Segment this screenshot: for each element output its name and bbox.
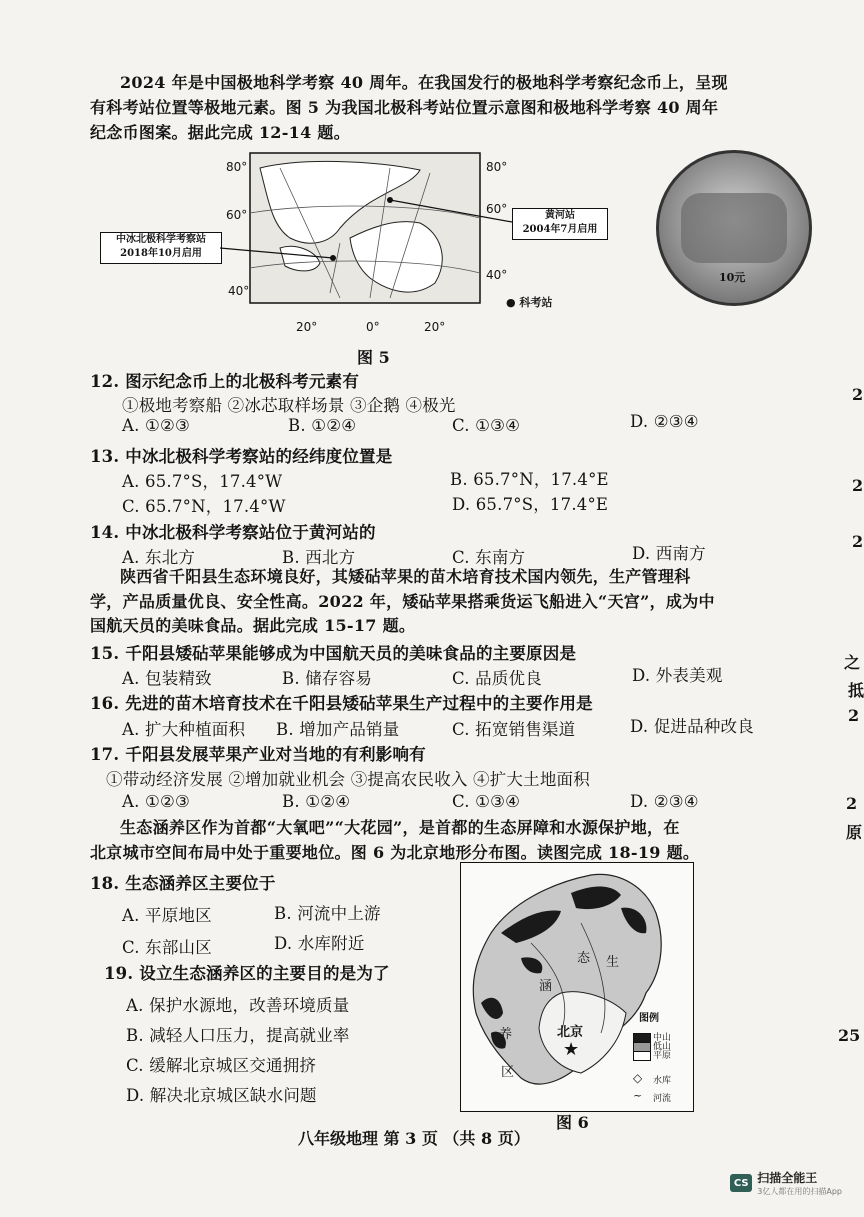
lon-20-right: 20° [424, 320, 446, 334]
q15-option-d[interactable]: D. 外表美观 [632, 666, 723, 685]
q14-stem: 14. 中冰北极科学考察站位于黄河站的 [90, 523, 376, 542]
margin-fragment-8: 原 [846, 823, 863, 842]
legend-swatch-plain [633, 1051, 651, 1061]
lat-60-left: 60° [226, 208, 248, 222]
margin-fragment-1: 2 [852, 385, 864, 404]
q17-option-d[interactable]: D. ②③④ [630, 792, 699, 811]
intro-2-line-1: 陕西省千阳县生态环境良好，其矮砧苹果的苗木培育技术国内领先，生产管理科 [120, 567, 691, 586]
beijing-terrain-map [460, 862, 694, 1112]
q16-stem: 16. 先进的苗木培育技术在千阳县矮砧苹果生产过程中的主要作用是 [90, 694, 593, 713]
q17-option-b[interactable]: B. ①②④ [282, 792, 351, 811]
q13-option-a[interactable]: A. 65.7°S，17.4°W [122, 472, 283, 491]
legend-title: 图例 [639, 1013, 659, 1024]
q14-option-d[interactable]: D. 西南方 [632, 544, 706, 563]
q12-option-b[interactable]: B. ①②④ [288, 416, 357, 435]
intro-1-line-3: 纪念币图案。据此完成 12-14 题。 [90, 123, 351, 142]
region-char-han: 涵 [539, 979, 553, 994]
q18-stem: 18. 生态涵养区主要位于 [90, 874, 276, 893]
fig5-caption: 图 5 [357, 348, 390, 367]
margin-fragment-3: 2 [852, 532, 864, 551]
q13-option-d[interactable]: D. 65.7°S，17.4°E [452, 495, 609, 514]
q12-option-c[interactable]: C. ①③④ [452, 416, 521, 435]
q12-items: ①极地考察船 ②冰芯取样场景 ③企鹅 ④极光 [122, 396, 456, 415]
q16-option-b[interactable]: B. 增加产品销量 [276, 720, 400, 739]
intro-2-line-3: 国航天员的美味食品。据此完成 15-17 题。 [90, 616, 416, 635]
q19-option-c[interactable]: C. 缓解北京城区交通拥挤 [126, 1056, 317, 1075]
lon-0: 0° [366, 320, 380, 334]
margin-fragment-9: 25 [838, 1026, 861, 1045]
margin-fragment-2: 2 [852, 476, 864, 495]
page-footer: 八年级地理 第 3 页 （共 8 页） [298, 1129, 530, 1148]
q18-option-c[interactable]: C. 东部山区 [122, 938, 212, 957]
lat-80-left: 80° [226, 160, 248, 174]
station-zhongbing-name: 中冰北极科学考察站 [116, 234, 206, 245]
station-zhongbing-date: 2018年10月启用 [120, 248, 202, 259]
q13-stem: 13. 中冰北极科学考察站的经纬度位置是 [90, 447, 393, 466]
scanner-app-name: 扫描全能王 [757, 1171, 818, 1185]
legend-river: 河流 [653, 1094, 672, 1104]
region-char-qu: 区 [501, 1065, 515, 1080]
intro-1-line-2: 有科考站位置等极地元素。图 5 为我国北极科考站位置示意图和极地科学考察 40 周年 [90, 98, 719, 117]
q13-option-c[interactable]: C. 65.7°N，17.4°W [122, 497, 286, 516]
legend-reservoir: 水库 [653, 1076, 672, 1086]
intro-1-line-1: 2024 年是中国极地科学考察 40 周年。在我国发行的极地科学考察纪念币上，呈现 [120, 73, 728, 92]
q19-stem: 19. 设立生态涵养区的主要目的是为了 [104, 964, 390, 983]
q15-option-c[interactable]: C. 品质优良 [452, 669, 542, 688]
scanner-app-tagline: 3亿人都在用的扫描App [757, 1187, 842, 1196]
q14-option-c[interactable]: C. 东南方 [452, 548, 526, 567]
q17-option-a[interactable]: A. ①②③ [122, 792, 190, 811]
station-huanghe-name: 黄河站 [545, 210, 575, 221]
margin-fragment-6: 2 [848, 706, 860, 725]
lat-40-right: 40° [486, 268, 508, 282]
coin-value: 10元 [719, 271, 746, 284]
q12-stem: 12. 图示纪念币上的北极科考元素有 [90, 372, 360, 391]
margin-fragment-7: 2 [846, 794, 858, 813]
q19-option-b[interactable]: B. 减轻人口压力，提高就业率 [126, 1026, 350, 1045]
q12-option-d[interactable]: D. ②③④ [630, 412, 699, 431]
q17-stem: 17. 千阳县发展苹果产业对当地的有利影响有 [90, 745, 426, 764]
q14-option-a[interactable]: A. 东北方 [122, 548, 196, 567]
intro-2-line-2: 学，产品质量优良、安全性高。2022 年，矮砧苹果搭乘货运飞船进入“天宫”，成为中 [90, 592, 715, 611]
reservoir-icon: ◇ [633, 1071, 643, 1085]
margin-fragment-5: 抵 [848, 681, 864, 700]
q16-option-d[interactable]: D. 促进品种改良 [630, 717, 754, 736]
lon-20-left: 20° [296, 320, 318, 334]
legend-low-mountain: 低山 [653, 1042, 672, 1052]
region-char-yang: 养 [499, 1027, 513, 1042]
capital-star-icon: ★ [563, 1039, 580, 1060]
lat-60-right: 60° [486, 202, 508, 216]
lat-40-left: 40° [228, 284, 250, 298]
q12-option-a[interactable]: A. ①②③ [122, 416, 190, 435]
beijing-city-label: 北京 [557, 1025, 584, 1040]
q18-option-a[interactable]: A. 平原地区 [122, 906, 212, 925]
scanner-logo-icon: CS [730, 1174, 752, 1192]
q15-stem: 15. 千阳县矮砧苹果能够成为中国航天员的美味食品的主要原因是 [90, 644, 577, 663]
legend-mid-mountain: 中山 [653, 1033, 672, 1043]
intro-3-line-1: 生态涵养区作为首都“大氧吧”“大花园”，是首都的生态屏障和水源保护地，在 [120, 818, 680, 837]
river-icon: ~ [633, 1089, 643, 1102]
q14-option-b[interactable]: B. 西北方 [282, 548, 356, 567]
q13-option-b[interactable]: B. 65.7°N，17.4°E [450, 470, 609, 489]
coin-scene [681, 193, 787, 263]
fig6-caption: 图 6 [556, 1113, 589, 1132]
q18-option-b[interactable]: B. 河流中上游 [274, 904, 381, 923]
q17-option-c[interactable]: C. ①③④ [452, 792, 521, 811]
intro-3-line-2: 北京城市空间布局中处于重要地位。图 6 为北京地形分布图。读图完成 18-19 题。 [90, 843, 700, 862]
commemorative-coin [656, 150, 812, 306]
station-huanghe-date: 2004年7月启用 [522, 224, 598, 235]
region-char-sheng: 生 [606, 955, 620, 970]
lat-80-right: 80° [486, 160, 508, 174]
q19-option-d[interactable]: D. 解决北京城区缺水问题 [126, 1086, 317, 1105]
q16-option-a[interactable]: A. 扩大种植面积 [122, 720, 246, 739]
legend-plain: 平原 [653, 1051, 672, 1061]
q18-option-d[interactable]: D. 水库附近 [274, 934, 365, 953]
region-char-tai: 态 [577, 951, 591, 966]
q15-option-a[interactable]: A. 包装精致 [122, 669, 212, 688]
q17-items: ①带动经济发展 ②增加就业机会 ③提高农民收入 ④扩大土地面积 [106, 770, 590, 789]
q16-option-c[interactable]: C. 拓宽销售渠道 [452, 720, 576, 739]
scanner-app-badge [730, 1169, 842, 1197]
legend-station: ● 科考站 [506, 296, 553, 309]
q15-option-b[interactable]: B. 储存容易 [282, 669, 373, 688]
margin-fragment-4: 之 [844, 653, 861, 672]
q19-option-a[interactable]: A. 保护水源地，改善环境质量 [126, 996, 350, 1015]
